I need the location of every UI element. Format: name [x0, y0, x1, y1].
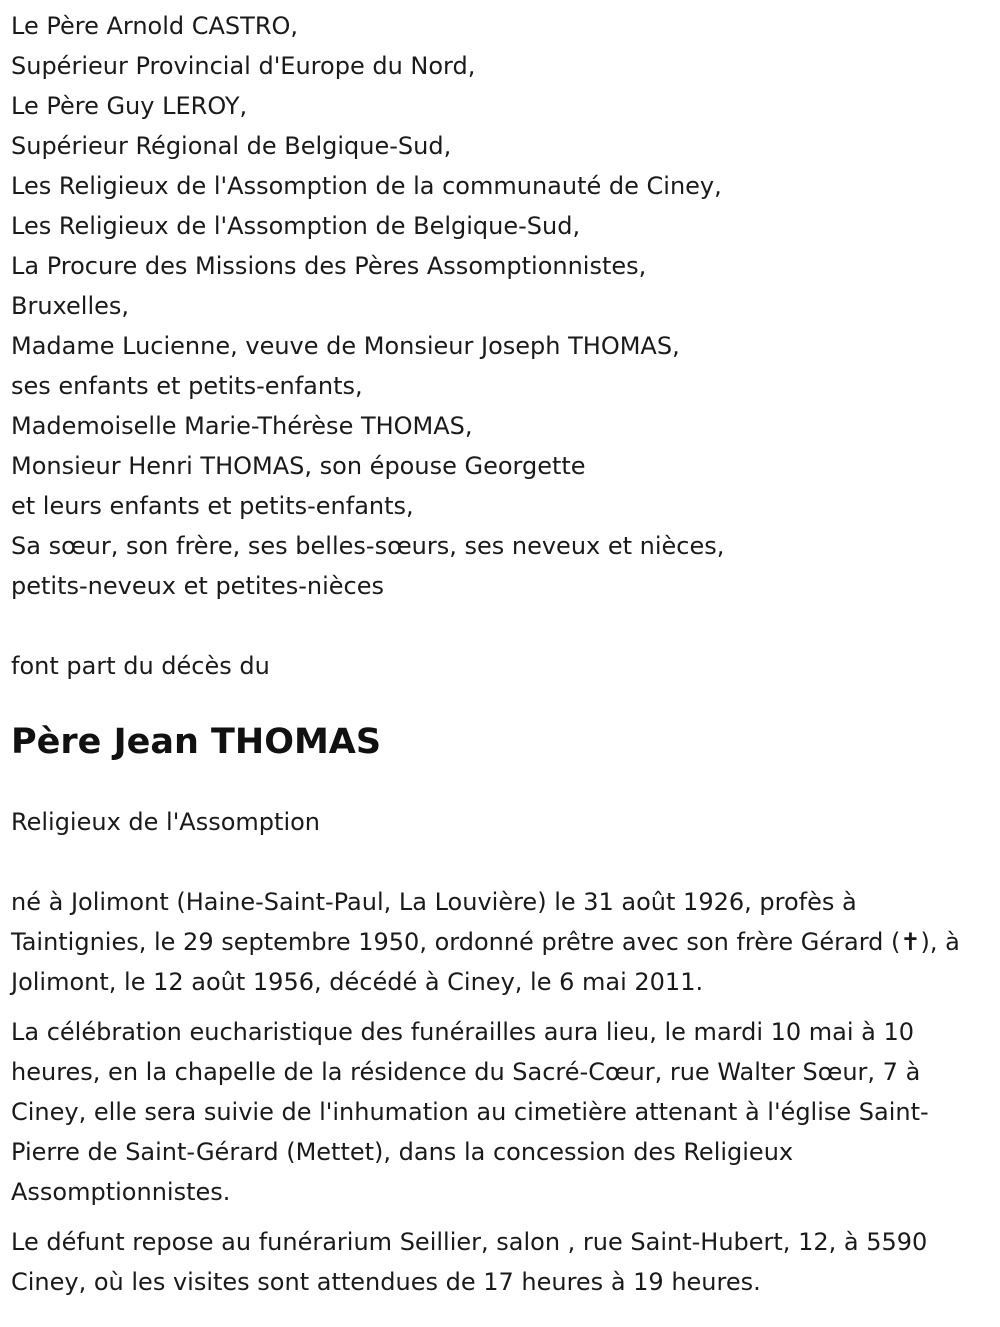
announcement-text: font part du décès du — [11, 652, 270, 680]
funeral-paragraph: La célébration eucharistique des funérailles aura lieu, le mardi 10 mai à 10 heures, en la chapelle de la résidence du Sacré-Cœur, rue Walter Sœur, 7 à Ciney, elle sera suivie de l'inhumation au cimetière attenant à l'église Saint-Pierre de Saint-Gérard (Mettet), dans la concession des Religieux Assomptionnistes. — [11, 1018, 929, 1206]
sender-line: Supérieur Régional de Belgique-Sud, — [11, 132, 452, 160]
sender-line: petits-neveux et petites-nièces — [11, 572, 384, 600]
visitation-paragraph: Le défunt repose au funérarium Seillier, salon , rue Saint-Hubert, 12, à 5590 Ciney, où les visites sont attendues de 17 heures à 19 heures. — [11, 1228, 928, 1296]
sender-line: ses enfants et petits-enfants, — [11, 372, 363, 400]
sender-line: La Procure des Missions des Pères Assomptionnistes, — [11, 252, 647, 280]
senders-list — [11, 6, 990, 606]
sender-line: Supérieur Provincial d'Europe du Nord, — [11, 52, 476, 80]
sender-line: Les Religieux de l'Assomption de la communauté de Ciney, — [11, 172, 722, 200]
sender-line: Le Père Guy LEROY, — [11, 92, 248, 120]
sender-line: Bruxelles, — [11, 292, 130, 320]
sender-line: Les Religieux de l'Assomption de Belgique-Sud, — [11, 212, 581, 240]
sender-line: Monsieur Henri THOMAS, son épouse Georgette — [11, 452, 586, 480]
biography-paragraph: né à Jolimont (Haine-Saint-Paul, La Louvière) le 31 août 1926, profès à Taintignies, le 29 septembre 1950, ordonné prêtre avec son frère Gérard (✝), à Jolimont, le 12 août 1956, décédé à Ciney, le 6 mai 2011. — [11, 888, 960, 996]
sender-line: et leurs enfants et petits-enfants, — [11, 492, 414, 520]
sender-line: Madame Lucienne, veuve de Monsieur Joseph THOMAS, — [11, 332, 680, 360]
deceased-name: Père Jean THOMAS — [11, 722, 382, 762]
sender-line: Mademoiselle Marie-Thérèse THOMAS, — [11, 412, 473, 440]
deceased-role: Religieux de l'Assomption — [11, 808, 320, 836]
sender-line: Le Père Arnold CASTRO, — [11, 12, 299, 40]
sender-line: Sa sœur, son frère, ses belles-sœurs, ses neveux et nièces, — [11, 532, 725, 560]
